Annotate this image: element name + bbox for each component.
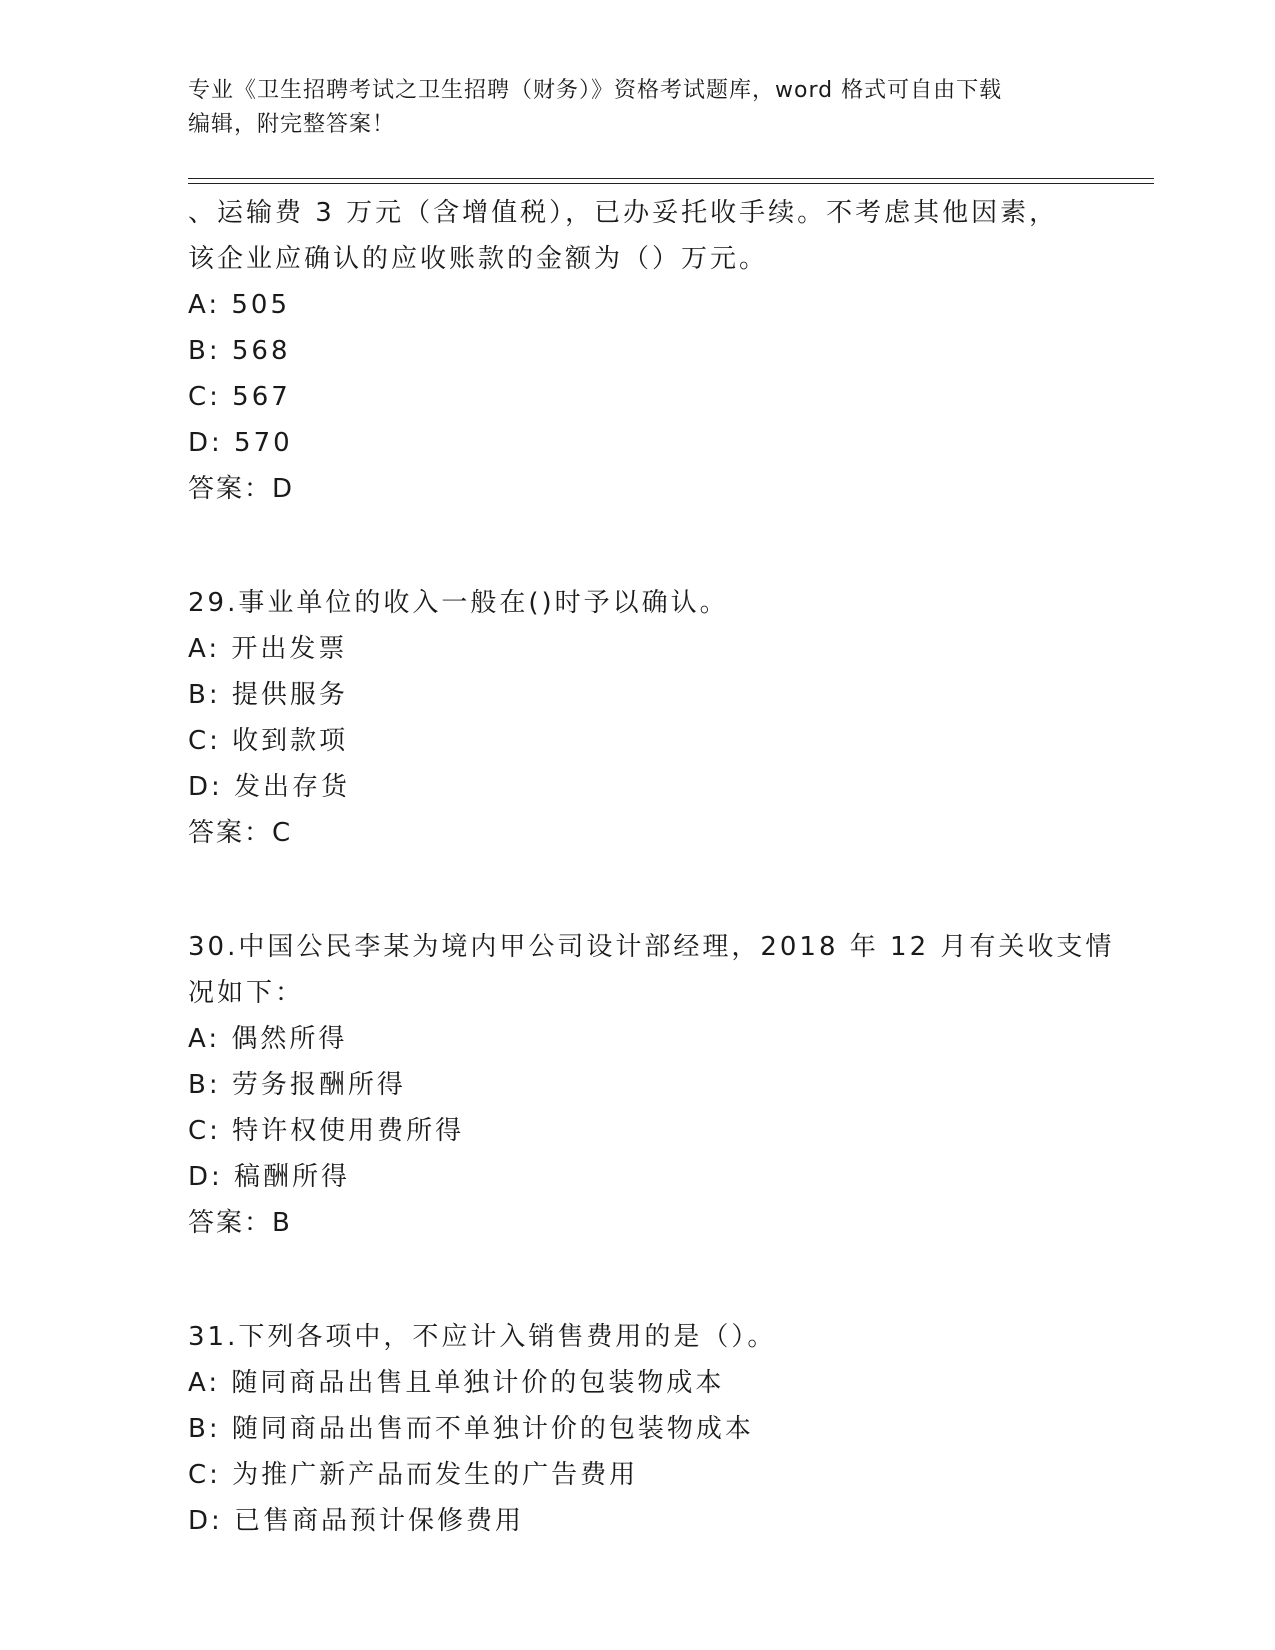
option-a: A: 随同商品出售且单独计价的包装物成本: [188, 1368, 725, 1398]
question-text: 29.事业单位的收入一般在()时予以确认。: [188, 588, 729, 618]
option-b: B: 劳务报酬所得: [188, 1070, 406, 1100]
option-c: C: 567: [188, 382, 291, 412]
answer-label: 答案：D: [188, 474, 295, 504]
option-a: A: 开出发票: [188, 634, 348, 664]
option-c: C: 特许权使用费所得: [188, 1116, 465, 1146]
question-31: [188, 1314, 1088, 1544]
question-list: [188, 190, 1115, 1544]
option-c: C: 为推广新产品而发生的广告费用: [188, 1460, 639, 1490]
question-text-continued: 该企业应确认的应收账款的金额为（）万元。: [188, 244, 769, 274]
option-a: A: 505: [188, 290, 290, 320]
question-text-continued: 况如下：: [188, 978, 305, 1008]
header-divider-top: [188, 178, 1154, 179]
option-d: D: 稿酬所得: [188, 1162, 351, 1192]
answer-label: 答案：B: [188, 1208, 292, 1238]
option-b: B: 提供服务: [188, 680, 348, 710]
option-a: A: 偶然所得: [188, 1024, 348, 1054]
option-d: D: 570: [188, 428, 293, 458]
question-29: [188, 580, 1088, 856]
option-b: B: 568: [188, 336, 291, 366]
answer-label: 答案：C: [188, 818, 293, 848]
header-line-2: 编辑，附完整答案！: [188, 112, 396, 137]
spacer: [188, 1246, 1088, 1314]
option-d: D: 发出存货: [188, 772, 351, 802]
question-text: 31.下列各项中，不应计入销售费用的是（）。: [188, 1322, 777, 1352]
spacer: [188, 512, 1088, 580]
page-header: [188, 74, 1068, 142]
question-text: 30.中国公民李某为境内甲公司设计部经理，2018 年 12 月有关收支情: [188, 932, 1115, 962]
header-line-1: 专业《卫生招聘考试之卫生招聘（财务）》资格考试题库，word 格式可自由下载: [188, 78, 1003, 103]
question-30: [188, 924, 1115, 1246]
option-c: C: 收到款项: [188, 726, 349, 756]
header-divider-bottom: [188, 183, 1154, 184]
option-b: B: 随同商品出售而不单独计价的包装物成本: [188, 1414, 754, 1444]
question-text-continued: 、运输费 3 万元（含增值税），已办妥托收手续。不考虑其他因素，: [188, 198, 1059, 228]
option-d: D: 已售商品预计保修费用: [188, 1506, 525, 1536]
spacer: [188, 856, 1088, 924]
question-28: [188, 190, 1088, 512]
